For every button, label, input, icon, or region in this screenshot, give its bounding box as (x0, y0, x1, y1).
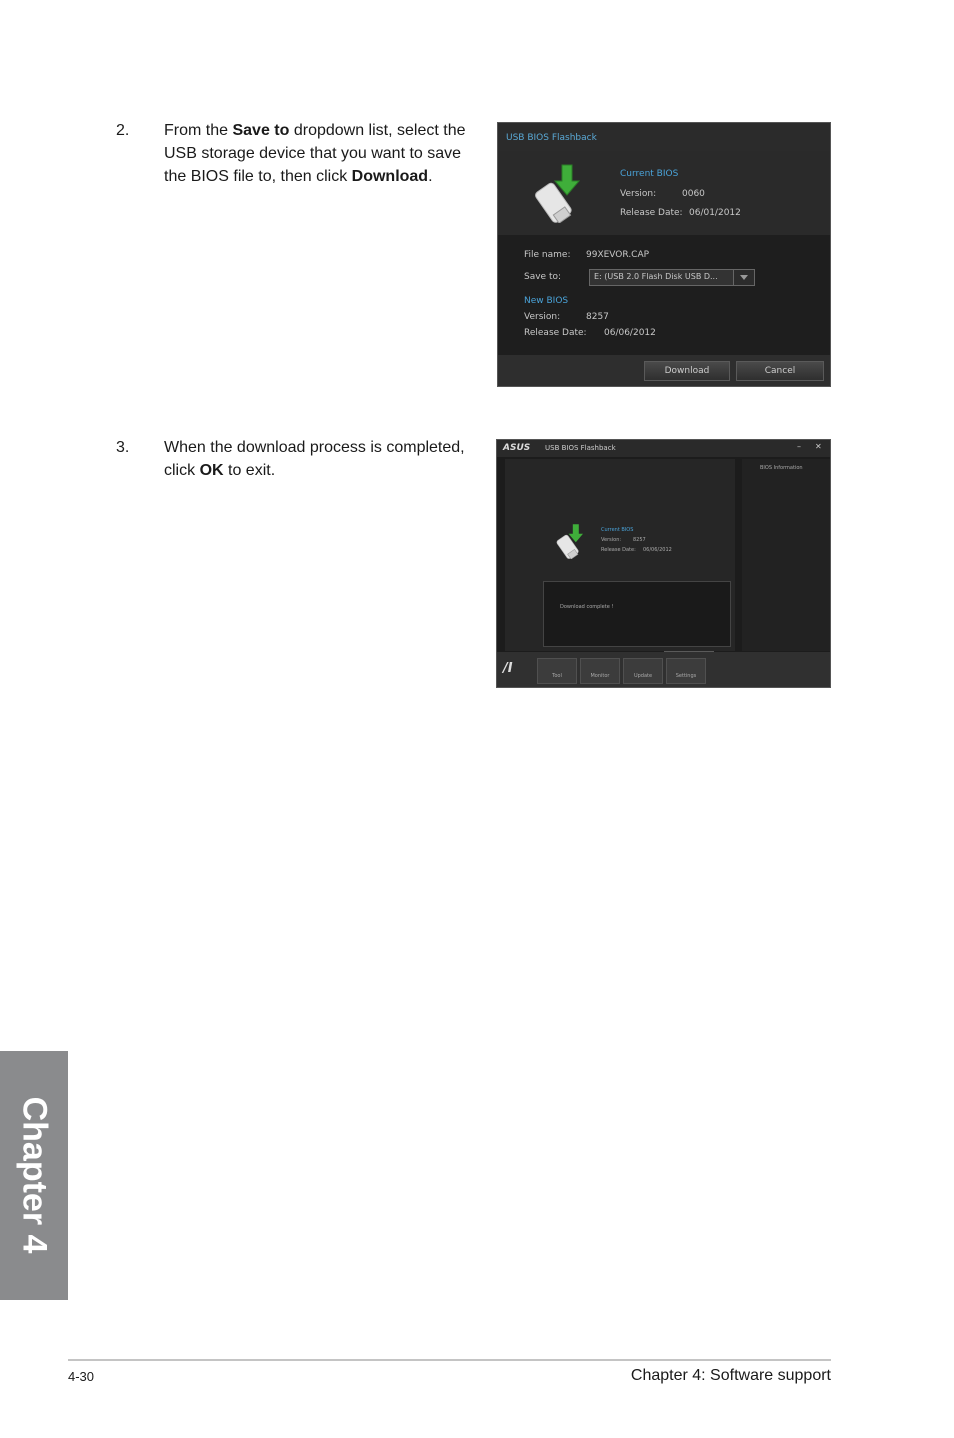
taskbar (497, 652, 830, 687)
footer-divider (68, 1359, 831, 1361)
version-label: Version: (620, 189, 657, 199)
taskbar-monitor-button[interactable]: Monitor (580, 658, 620, 684)
close-icon[interactable]: ✕ (815, 442, 822, 451)
bios-info-header: BIOS Information (760, 465, 803, 471)
release-value: 06/06/2012 (643, 547, 672, 553)
version-label: Version: (601, 537, 622, 543)
chapter-tab-label: Chapter 4 (15, 1096, 54, 1254)
save-to-dropdown[interactable] (589, 269, 755, 286)
release-label: Release Date: (620, 208, 683, 218)
version-value: 0060 (682, 189, 705, 199)
save-to-label: Save to: (524, 272, 562, 282)
new-version-label: Version: (524, 312, 561, 322)
window-titlebar (497, 440, 830, 457)
new-bios-heading: New BIOS (524, 296, 569, 306)
version-value: 8257 (633, 537, 646, 543)
new-release-label: Release Date: (524, 328, 587, 338)
usb-drive-icon (526, 163, 582, 223)
usb-bios-flashback-complete-window (496, 439, 831, 688)
taskbar-tool-button[interactable]: Tool (537, 658, 577, 684)
current-bios-heading: Current BIOS (601, 527, 634, 533)
release-label: Release Date: (601, 547, 636, 553)
file-name-label: File name: (524, 250, 571, 260)
chevron-down-icon[interactable] (733, 270, 754, 285)
save-to-value: E: (USB 2.0 Flash Disk USB D... (594, 272, 718, 281)
asus-logo: ASUS (503, 443, 531, 453)
page-number: 4-30 (68, 1369, 95, 1384)
ai-suite-logo-icon[interactable]: /I (503, 661, 513, 676)
new-release-value: 06/06/2012 (604, 328, 656, 338)
step-number: 2. (116, 122, 130, 139)
minimize-icon[interactable]: – (797, 442, 801, 451)
download-complete-message: Download complete ! (560, 604, 614, 610)
usb-bios-flashback-save-dialog (497, 122, 831, 387)
download-complete-dialog (543, 581, 731, 647)
cancel-button[interactable]: Cancel (736, 361, 824, 381)
dialog-title: USB BIOS Flashback (498, 123, 830, 151)
new-version-value: 8257 (586, 312, 609, 322)
download-button[interactable]: Download (644, 361, 730, 381)
current-bios-heading: Current BIOS (620, 169, 679, 179)
release-value: 06/01/2012 (689, 208, 741, 218)
step-number: 3. (116, 439, 130, 456)
bios-info-sidebar (742, 459, 831, 651)
main-panel (505, 459, 735, 651)
step-text: From the Save to dropdown list, select the USB storage device that you want to save the BIOS file to, then click Download. (164, 122, 466, 185)
taskbar-update-button[interactable]: Update (623, 658, 663, 684)
footer-section-title: Chapter 4: Software support (630, 1367, 831, 1384)
usb-drive-icon (551, 523, 585, 559)
file-name-value: 99XEVOR.CAP (586, 250, 650, 260)
taskbar-settings-button[interactable]: Settings (666, 658, 706, 684)
step-text: When the download process is completed, click OK to exit. (164, 439, 465, 479)
chapter-tab (0, 1051, 68, 1300)
window-title: USB BIOS Flashback (545, 444, 616, 452)
